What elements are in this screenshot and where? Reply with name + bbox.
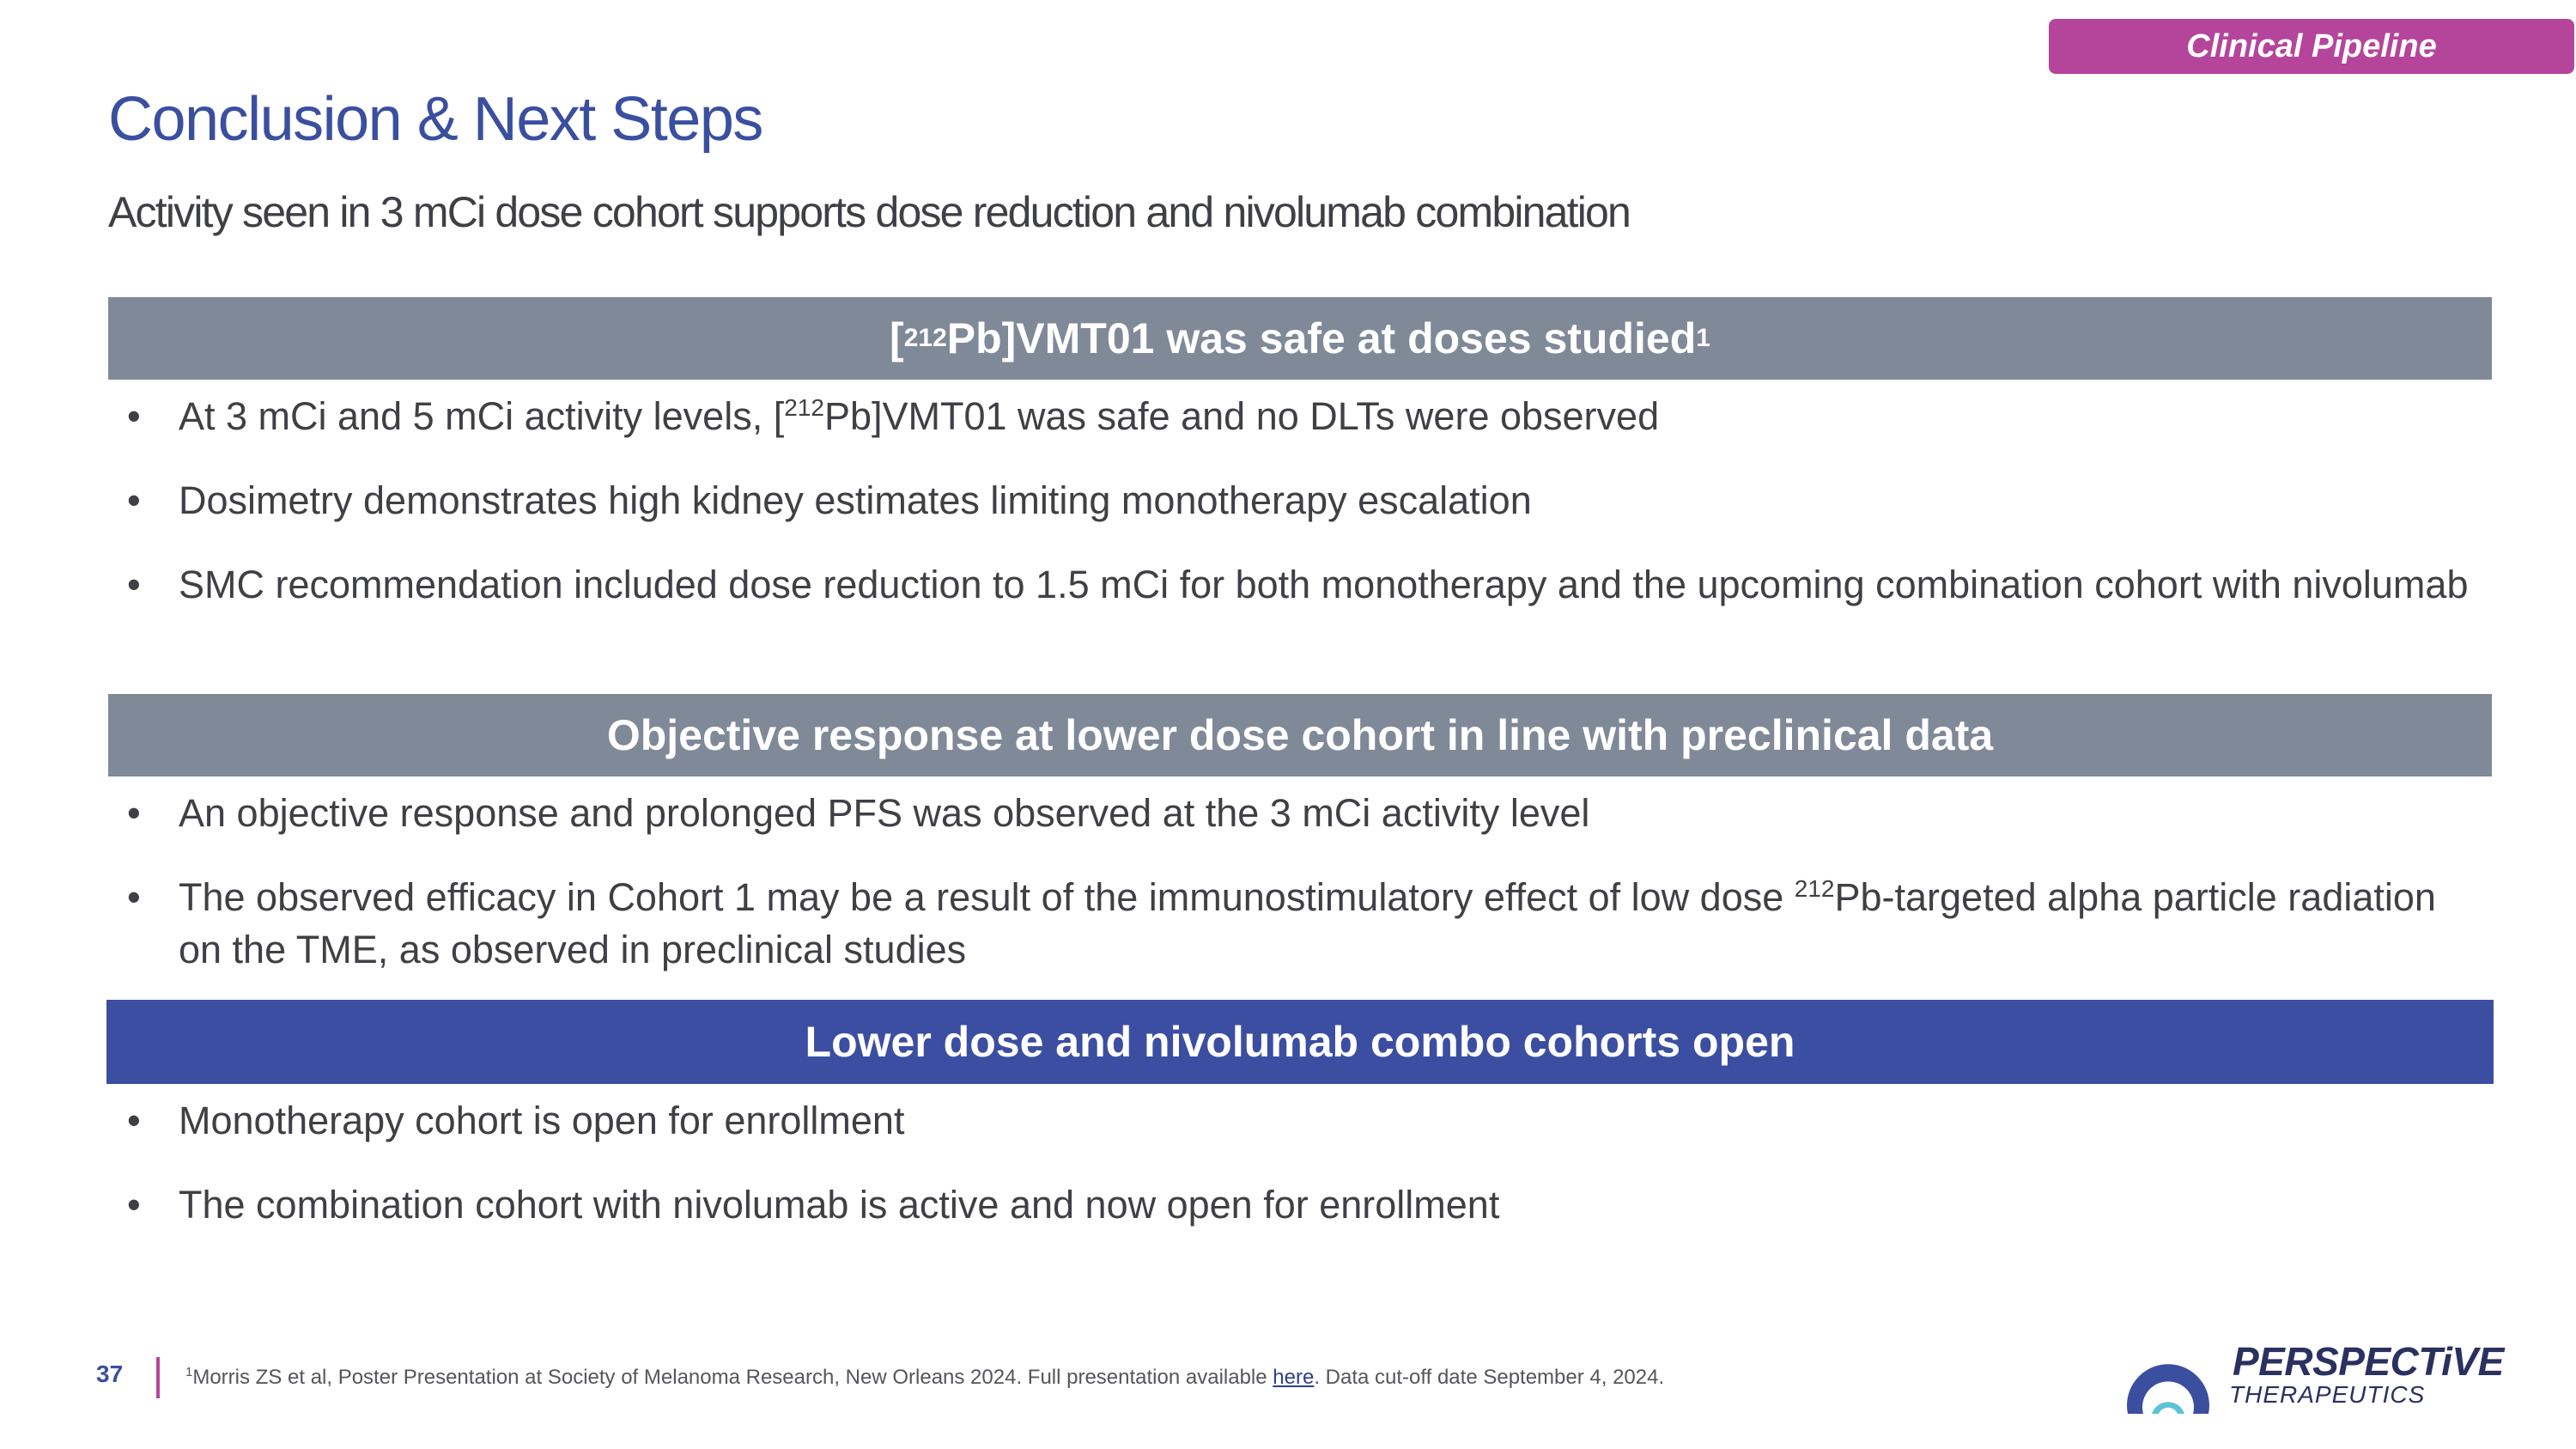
list-item-text: Dosimetry demonstrates high kidney estimates limiting monotherapy escalation: [179, 478, 1532, 522]
list-item-text: The combination cohort with nivolumab is active and now open for enrollment: [179, 1183, 1500, 1227]
page-number: 37: [96, 1361, 124, 1387]
presentation-link[interactable]: here: [1273, 1366, 1315, 1389]
list-item: [127, 1094, 2480, 1147]
bullet-icon: •: [127, 563, 141, 606]
bullet-icon: •: [127, 1099, 141, 1142]
bullet-icon: •: [127, 875, 141, 919]
section-heading-response: Objective response at lower dose cohort in line with preclinical data: [108, 694, 2492, 776]
section-heading-safety: [ 212 Pb]VMT01 was safe at doses studied 1: [108, 297, 2492, 380]
list-item: [127, 871, 2480, 976]
list-item: [127, 390, 2480, 442]
footnote: $^1$Morris ZS et al, Poster Presentation at Society of Melanoma Research, New Orleans 2024. Full presentation available here. Data cut-off date September 4, 2024.: [185, 1365, 1665, 1389]
list-item: [127, 474, 2480, 527]
list-item-text: The observed efficacy in Cohort 1 may be a result of the immunostimulatory effect of low dose $^{212}$Pb-targeted alpha particle radiation on the TME, as observed in preclinical studies: [179, 875, 2436, 971]
bullet-icon: •: [127, 1183, 141, 1227]
bullet-icon: •: [127, 791, 141, 835]
list-item: [127, 1178, 2480, 1231]
logo-wordmark: PERSPECTiVE: [2233, 1339, 2504, 1384]
page-title: Conclusion & Next Steps: [108, 85, 762, 154]
list-item-text: An objective response and prolonged PFS was observed at the 3 mCi activity level: [179, 791, 1590, 835]
clinical-pipeline-tag: Clinical Pipeline: [2049, 19, 2574, 74]
list-item-text: At 3 mCi and 5 mCi activity levels, [$^{212}$Pb]VMT01 was safe and no DLTs were observed: [179, 394, 1660, 438]
list-item: [127, 558, 2480, 611]
perspective-logo-icon: [2121, 1331, 2215, 1417]
list-item-text: Monotherapy cohort is open for enrollment: [179, 1099, 905, 1142]
logo-subtitle: THERAPEUTICS: [2229, 1381, 2426, 1408]
footer-divider: [156, 1357, 160, 1398]
page-subtitle: Activity seen in 3 mCi dose cohort supports dose reduction and nivolumab combination: [108, 188, 1631, 236]
section-heading-cohorts-open: Lower dose and nivolumab combo cohorts open: [106, 1000, 2494, 1084]
bullet-icon: •: [127, 478, 141, 522]
footnote-ref: 1: [185, 1365, 193, 1379]
bullet-icon: •: [127, 394, 141, 438]
list-item-text: SMC recommendation included dose reduction to 1.5 mCi for both monotherapy and the upcoming combination cohort with nivolumab: [179, 563, 2469, 606]
list-item: [127, 787, 2480, 839]
